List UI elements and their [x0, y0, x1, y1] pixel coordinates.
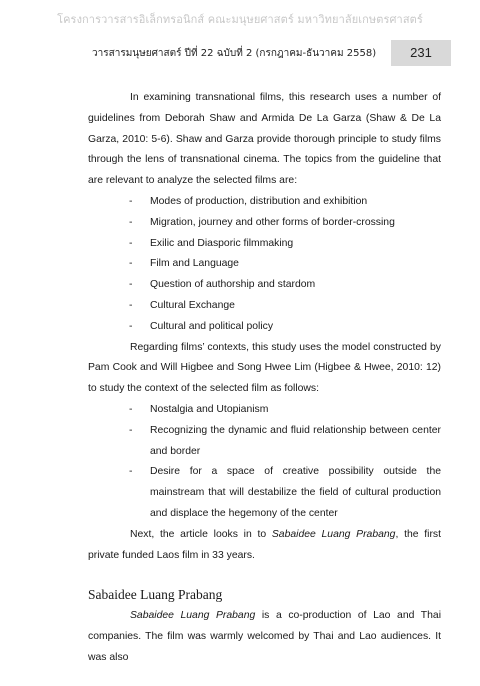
list-dash: - [129, 237, 133, 249]
film-title: Sabaidee Luang Prabang [130, 610, 256, 622]
paragraph-coproduction: Sabaidee Luang Prabang is a co-production of Lao and Thai companies. The film was warmly welcomed by Thai and Lao audiences. It was also [88, 610, 442, 663]
guideline-list [88, 192, 441, 338]
list-dash: - [129, 195, 133, 207]
list-item: - Question of authorship and stardom [88, 275, 441, 296]
section-heading: Sabaidee Luang Prabang [88, 587, 223, 603]
list-dash: - [129, 299, 133, 311]
context-list [88, 400, 441, 525]
list-item: - Nostalgia and Utopianism [88, 400, 441, 421]
list-dash: - [129, 258, 133, 270]
page-header [0, 40, 480, 66]
list-item: - Cultural Exchange [88, 296, 441, 317]
list-dash: - [129, 403, 133, 415]
list-dash: - [129, 320, 133, 332]
list-item: - Cultural and political policy [88, 317, 441, 338]
list-item: - Recognizing the dynamic and fluid relationship between center and border [88, 421, 441, 463]
body-content [88, 88, 441, 669]
paragraph-contexts: Regarding films’ contexts, this study uses the model constructed by Pam Cook and Will Higbee and Song Hwee Lim (Higbee & Hwee, 2010: 12) to study the context of the selected film as follows: [88, 341, 441, 395]
list-item: - Migration, journey and other forms of border-crossing [88, 213, 441, 234]
list-dash: - [129, 466, 133, 478]
film-title: Sabaidee Luang Prabang [271, 528, 396, 540]
watermark-text: โครงการวารสารอิเล็กทรอนิกส์ คณะมนุษยศาสตร์ มหาวิทยาลัยเกษตรศาสตร์ [57, 13, 423, 26]
paragraph-transnational: In examining transnational films, this research uses a number of guidelines from Deborah Shaw and Armida De La Garza (Shaw & De La Garza, 2010: 5-6). Shaw and Garza provide thorough principle to study films through the lens of transnational cinema. The topics from the guideline that are relevant to analyze the selected films are: [88, 92, 441, 187]
journal-title: วารสารมนุษยศาสตร์ ปีที่ 22 ฉบับที่ 2 (กรกฎาคม-ธันวาคม 2558) [92, 48, 377, 59]
list-dash: - [129, 424, 133, 436]
paragraph-next: Next, the article looks in to Sabaidee Luang Prabang, the first private funded Laos film in 33 years. [88, 528, 442, 561]
page-number: 231 [391, 40, 451, 66]
list-item: - Modes of production, distribution and exhibition [88, 192, 441, 213]
list-dash: - [129, 216, 133, 228]
list-item: - Film and Language [88, 254, 441, 275]
list-item: - Desire for a space of creative possibility outside the mainstream that will destabilize the field of cultural production and displace the hegemony of the center [88, 462, 441, 524]
list-item: - Exilic and Diasporic filmmaking [88, 234, 441, 255]
list-dash: - [129, 279, 133, 291]
